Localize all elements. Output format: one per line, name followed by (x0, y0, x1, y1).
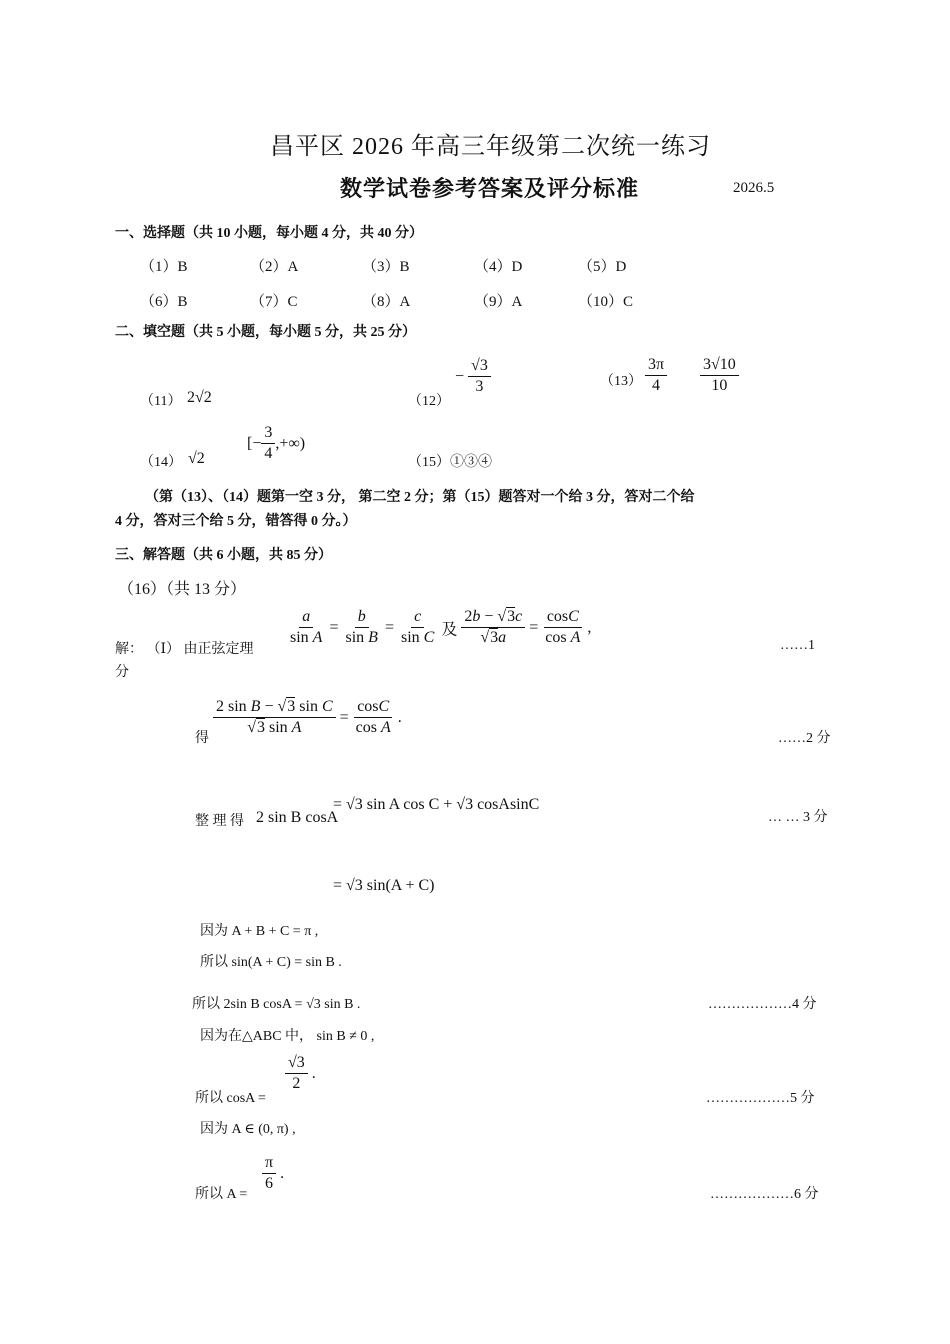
exam-date: 2026.5 (733, 180, 775, 196)
step7-score: ………………4 分 (708, 997, 817, 1012)
step3-rhs: = √3 sin A cos C + √3 cosAsinC (333, 796, 540, 813)
step11-denominator: 6 (265, 1175, 274, 1193)
answer-6: （6）B (140, 294, 188, 310)
scoring-note-line2: 4 分，答对三个给 5 分，错答得 0 分。） (115, 514, 357, 529)
answer-4: （4）D (474, 259, 523, 275)
answer-14-open: [− (247, 434, 262, 452)
step6-text: 所以 sin(A + C) = sin B . (200, 955, 342, 970)
section3-heading: 三、解答题（共 6 小题，共 85 分） (115, 548, 332, 563)
answer-12 (455, 357, 491, 397)
step2-score: ……2 分 (778, 731, 831, 746)
question-12-label: （12） (408, 394, 450, 409)
step1-score: ……1 (780, 638, 815, 653)
solution-step2-label: 得 (195, 731, 209, 746)
answer-12-denominator: 3 (475, 378, 484, 396)
solution-step3-label: 整 理 得 (195, 814, 244, 829)
section2-heading: 二、填空题（共 5 小题，每小题 5 分，共 25 分） (115, 325, 416, 340)
answer-9: （9）A (474, 294, 523, 310)
answer-2: （2）A (250, 259, 299, 275)
answer-13-second (700, 356, 739, 396)
step8-text: 因为在△ABC 中， sin B ≠ 0 , (200, 1029, 375, 1044)
step11-fraction: $\frac{\pi}{6}$ . (262, 1154, 284, 1194)
answer-12-numerator: √3 (468, 357, 491, 377)
answer-5: （5）D (578, 259, 627, 275)
step9-numerator: √3 (285, 1054, 308, 1074)
step9-score: ………………5 分 (706, 1091, 815, 1106)
page-title: 昌平区 2026 年高三年级第二次统一练习 (270, 134, 711, 160)
step7-text: 所以 2sin B cosA = √3 sin B . (192, 997, 361, 1012)
step11-numerator: π (262, 1154, 276, 1174)
answer-13b-denominator: 10 (711, 377, 728, 395)
question-14-label: （14） (140, 455, 182, 470)
answer-8: （8）A (362, 294, 411, 310)
solution-step1-label: 解： （Ⅰ） 由正弦定理 (115, 642, 254, 657)
section1-heading: 一、选择题（共 10 小题，每小题 4 分，共 40 分） (115, 226, 423, 241)
answer-13a-numerator: 3π (645, 356, 667, 376)
step1-score-unit: 分 (115, 665, 129, 680)
answer-14-numerator: 3 (261, 424, 275, 444)
answer-13b-numerator: 3√10 (700, 356, 739, 376)
answer-10: （10）C (578, 294, 634, 310)
step11-score: ………………6 分 (710, 1187, 819, 1202)
answer-14-denominator: 4 (264, 445, 273, 463)
step11-label: 所以 A = (195, 1187, 248, 1202)
step9-fraction: $\frac{√3}{2}$ . (285, 1054, 316, 1094)
page-subtitle: 数学试卷参考答案及评分标准 (340, 176, 640, 201)
step3-lhs: 2 sin B cosA (256, 809, 339, 826)
question-15-answer: （15）①③④ (408, 455, 492, 470)
question-11-label: （11） (140, 394, 182, 409)
answer-1: （1）B (140, 259, 188, 275)
answer-3: （3）B (362, 259, 410, 275)
and-word: 及 (441, 621, 458, 639)
scoring-note-line1: （第（13）、（14）题第一空 3 分， 第二空 2 分；第（15）题答对一个给 3 分，答对二个给 (145, 490, 695, 505)
answer-11: 2√2 (187, 389, 212, 406)
step5-text: 因为 A + B + C = π , (200, 924, 319, 939)
sine-rule-formula: $\frac{a}{\text{sin A}}$ = $\frac{b}{\text{sin B}}$ = $\frac{c}{\text{sin C}}$ 及 $\frac{2b - √3c}{√3a}$ = $\frac{\cos C}{\text{cos A}}$ , (290, 608, 592, 647)
step9-denominator: 2 (292, 1075, 301, 1093)
question-13-label: （13） (600, 374, 642, 389)
answer-13-first (645, 356, 667, 396)
step4-formula: = √3 sin(A + C) (333, 877, 435, 894)
answer-13a-denominator: 4 (652, 377, 661, 395)
answer-14-close: ,+∞) (275, 434, 306, 452)
answer-14-first: √2 (188, 450, 205, 467)
answer-7: （7）C (250, 294, 298, 310)
answer-14-second (247, 424, 305, 464)
step2-formula: $\frac{\text{2 sin B − √3 sin C}}{\text{√3 sin A}}$ = $\frac{\cos C}{\text{cos A}}$ . (213, 698, 402, 738)
question-16-heading: （16）（共 13 分） (118, 581, 247, 598)
answer-12-sign: − (455, 367, 465, 385)
step10-text: 因为 A ∈ (0, π) , (200, 1122, 296, 1137)
step3-score: … … 3 分 (768, 810, 828, 825)
step9-label: 所以 cosA = (195, 1091, 266, 1106)
